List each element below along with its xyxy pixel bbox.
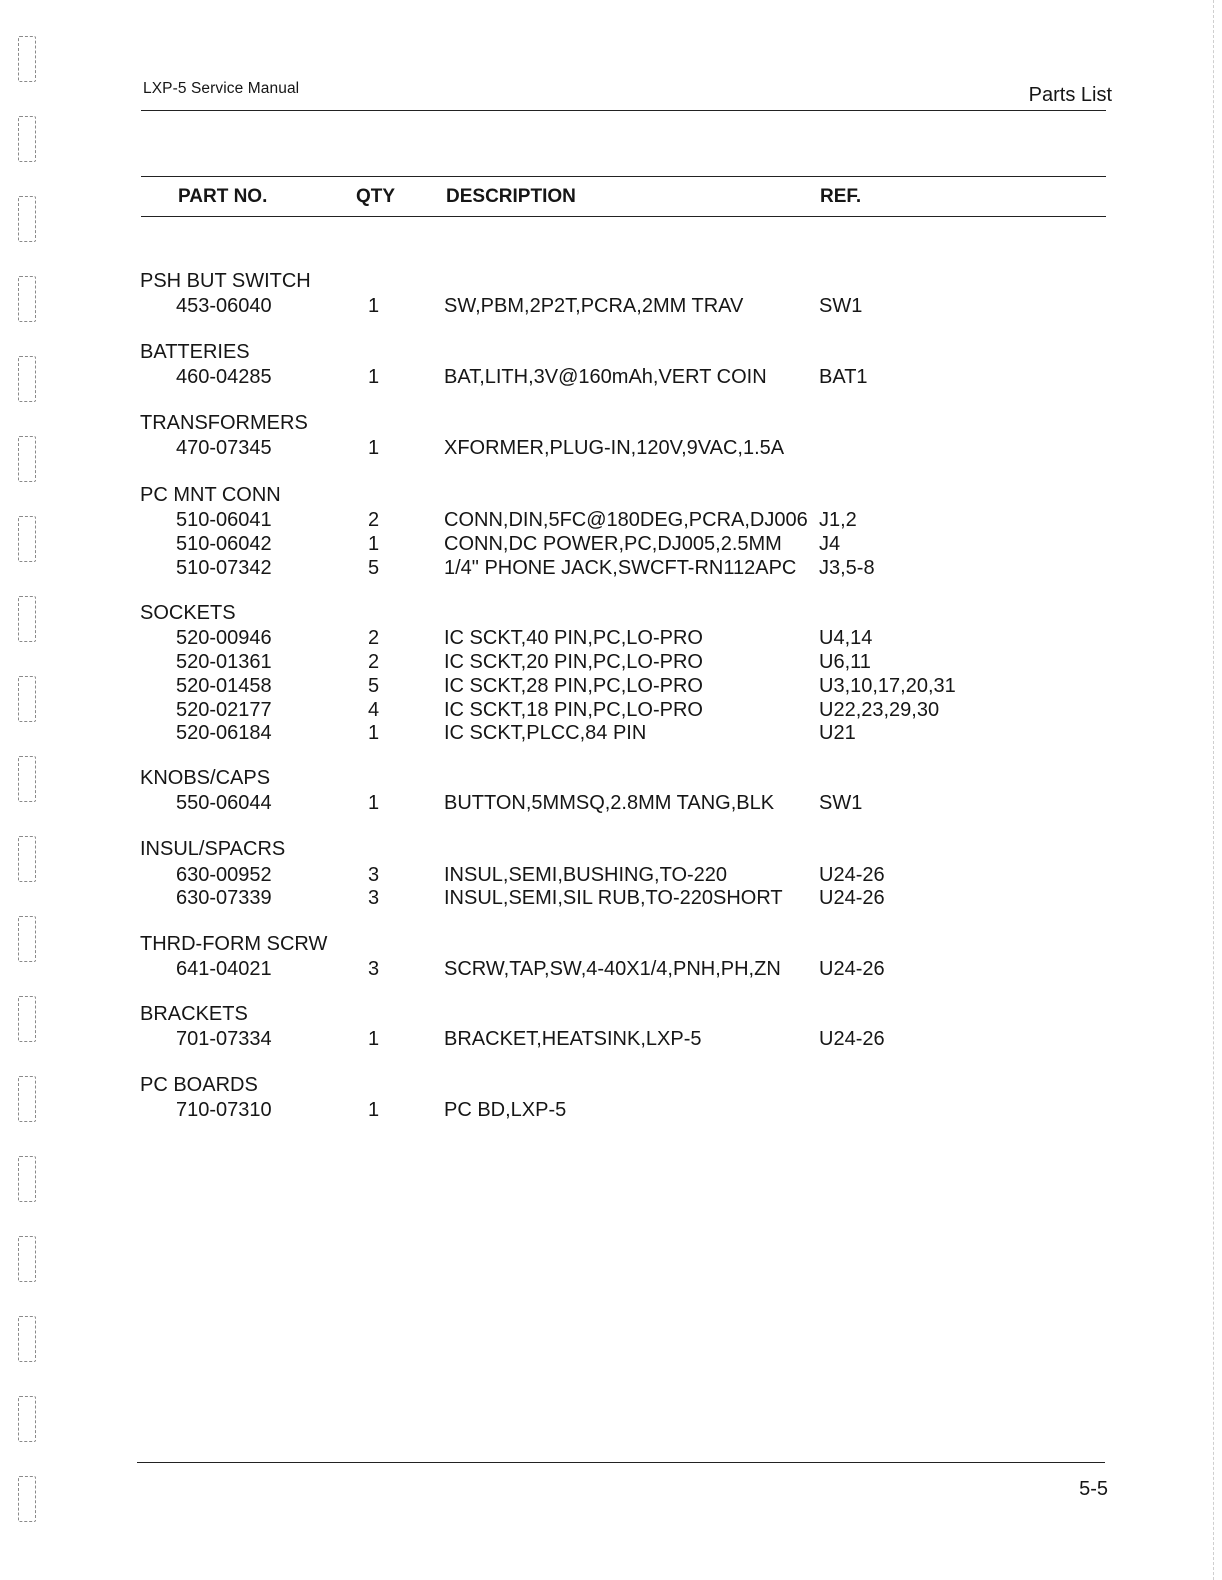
reference: U4,14	[819, 627, 873, 649]
reference: BAT1	[819, 366, 868, 388]
parts-row	[0, 675, 1222, 699]
parts-row	[0, 366, 1222, 390]
manual-title: LXP-5 Service Manual	[143, 80, 300, 97]
parts-row	[0, 627, 1222, 651]
parts-row	[0, 958, 1222, 982]
quantity: 5	[368, 557, 380, 579]
description: BUTTON,5MMSQ,2.8MM TANG,BLK	[444, 792, 775, 814]
parts-row	[0, 1028, 1222, 1052]
quantity: 3	[368, 958, 380, 980]
category-heading: PSH BUT SWITCH	[140, 270, 311, 292]
reference: U22,23,29,30	[819, 699, 940, 721]
binder-hole-margin	[18, 0, 40, 1580]
category-heading: INSUL/SPACRS	[140, 838, 286, 860]
reference: J1,2	[819, 509, 857, 531]
quantity: 1	[368, 437, 380, 459]
binder-hole	[18, 196, 36, 242]
category-heading: THRD-FORM SCRW	[140, 933, 328, 955]
part-number: 701-07334	[176, 1028, 272, 1050]
column-header-description: DESCRIPTION	[446, 186, 576, 207]
column-header-part-no: PART NO.	[178, 186, 268, 207]
binder-hole	[18, 1316, 36, 1362]
binder-hole	[18, 36, 36, 82]
category-heading: SOCKETS	[140, 602, 236, 624]
parts-row	[0, 864, 1222, 888]
description: INSUL,SEMI,SIL RUB,TO-220SHORT	[444, 887, 783, 909]
section-title: Parts List	[1028, 84, 1112, 106]
reference: U6,11	[819, 651, 871, 673]
description: CONN,DIN,5FC@180DEG,PCRA,DJ006	[444, 509, 808, 531]
parts-row	[0, 651, 1222, 675]
part-number: 630-00952	[176, 864, 272, 886]
part-number: 630-07339	[176, 887, 272, 909]
reference: U21	[819, 722, 856, 744]
parts-row	[0, 1099, 1222, 1123]
part-number: 520-01361	[176, 651, 272, 673]
description: XFORMER,PLUG-IN,120V,9VAC,1.5A	[444, 437, 785, 459]
reference: SW1	[819, 792, 863, 814]
parts-row	[0, 557, 1222, 581]
description: BRACKET,HEATSINK,LXP-5	[444, 1028, 702, 1050]
description: IC SCKT,28 PIN,PC,LO-PRO	[444, 675, 703, 697]
part-number: 641-04021	[176, 958, 272, 980]
part-number: 510-06041	[176, 509, 272, 531]
description: SW,PBM,2P2T,PCRA,2MM TRAV	[444, 295, 744, 317]
parts-row	[0, 509, 1222, 533]
category-heading: BRACKETS	[140, 1003, 248, 1025]
quantity: 3	[368, 864, 380, 886]
reference: J3,5-8	[819, 557, 875, 579]
quantity: 1	[368, 295, 380, 317]
description: BAT,LITH,3V@160mAh,VERT COIN	[444, 366, 767, 388]
part-number: 520-02177	[176, 699, 272, 721]
category-heading: KNOBS/CAPS	[140, 767, 271, 789]
parts-row	[0, 722, 1222, 746]
reference: J4	[819, 533, 841, 555]
description: PC BD,LXP-5	[444, 1099, 567, 1121]
category-heading: BATTERIES	[140, 341, 250, 363]
part-number: 520-00946	[176, 627, 272, 649]
parts-row	[0, 533, 1222, 557]
description: IC SCKT,PLCC,84 PIN	[444, 722, 647, 744]
footer-rule	[137, 1462, 1105, 1463]
column-header-qty: QTY	[356, 186, 396, 207]
binder-hole	[18, 1476, 36, 1522]
header-rule	[141, 110, 1106, 111]
binder-hole	[18, 116, 36, 162]
part-number: 460-04285	[176, 366, 272, 388]
reference: U24-26	[819, 958, 885, 980]
part-number: 520-01458	[176, 675, 272, 697]
reference: U24-26	[819, 887, 885, 909]
category-heading: PC MNT CONN	[140, 484, 281, 506]
part-number: 470-07345	[176, 437, 272, 459]
quantity: 5	[368, 675, 380, 697]
part-number: 550-06044	[176, 792, 272, 814]
part-number: 453-06040	[176, 295, 272, 317]
table-header-rule	[141, 216, 1106, 217]
parts-row	[0, 437, 1222, 461]
part-number: 510-07342	[176, 557, 272, 579]
table-top-rule	[141, 176, 1106, 177]
quantity: 1	[368, 1099, 380, 1121]
quantity: 1	[368, 1028, 380, 1050]
binder-hole	[18, 1156, 36, 1202]
reference: U24-26	[819, 864, 885, 886]
part-number: 710-07310	[176, 1099, 272, 1121]
reference: U3,10,17,20,31	[819, 675, 956, 697]
parts-row	[0, 699, 1222, 723]
quantity: 4	[368, 699, 380, 721]
description: IC SCKT,18 PIN,PC,LO-PRO	[444, 699, 703, 721]
description: IC SCKT,40 PIN,PC,LO-PRO	[444, 627, 703, 649]
part-number: 520-06184	[176, 722, 272, 744]
quantity: 1	[368, 533, 380, 555]
page-number: 5-5	[1079, 1478, 1108, 1500]
quantity: 1	[368, 792, 380, 814]
description: 1/4" PHONE JACK,SWCFT-RN112APC	[444, 557, 797, 579]
column-header-ref: REF.	[820, 186, 862, 207]
category-heading: PC BOARDS	[140, 1074, 258, 1096]
binder-hole	[18, 916, 36, 962]
description: INSUL,SEMI,BUSHING,TO-220	[444, 864, 728, 886]
quantity: 3	[368, 887, 380, 909]
quantity: 2	[368, 627, 380, 649]
parts-row	[0, 792, 1222, 816]
description: CONN,DC POWER,PC,DJ005,2.5MM	[444, 533, 782, 555]
parts-row	[0, 887, 1222, 911]
binder-hole	[18, 1396, 36, 1442]
quantity: 1	[368, 722, 380, 744]
page-edge	[1213, 0, 1214, 1580]
description: SCRW,TAP,SW,4-40X1/4,PNH,PH,ZN	[444, 958, 781, 980]
parts-row	[0, 295, 1222, 319]
part-number: 510-06042	[176, 533, 272, 555]
category-heading: TRANSFORMERS	[140, 412, 308, 434]
reference: SW1	[819, 295, 863, 317]
quantity: 2	[368, 509, 380, 531]
quantity: 1	[368, 366, 380, 388]
binder-hole	[18, 1236, 36, 1282]
reference: U24-26	[819, 1028, 885, 1050]
quantity: 2	[368, 651, 380, 673]
description: IC SCKT,20 PIN,PC,LO-PRO	[444, 651, 703, 673]
